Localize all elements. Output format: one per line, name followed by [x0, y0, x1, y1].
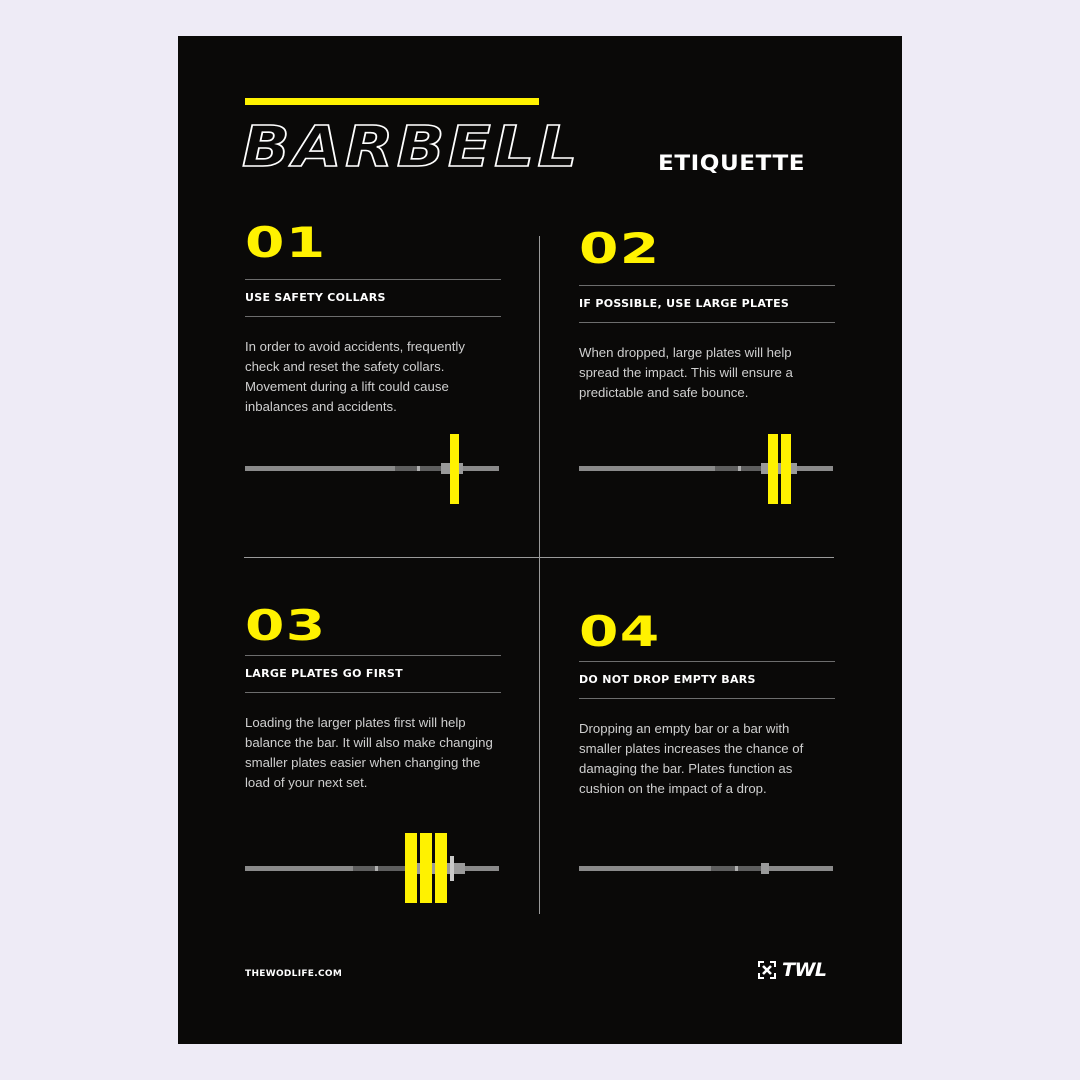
- section-body: Dropping an empty bar or a bar with smaller plates increases the chance of damaging the bar. Plates function as cushion on the impact of a drop.: [579, 721, 804, 796]
- section-01: [245, 218, 501, 417]
- section-04: [579, 607, 835, 799]
- logo-text: TWL: [782, 959, 827, 981]
- footer-url: THEWODLIFE.COM: [245, 969, 343, 979]
- section-rule: [579, 698, 835, 699]
- section-heading: DO NOT DROP EMPTY BARS: [579, 673, 756, 686]
- title-etiquette: ETIQUETTE: [658, 151, 806, 175]
- section-heading: USE SAFETY COLLARS: [245, 291, 386, 304]
- section-rule: [245, 692, 501, 693]
- section-03: [245, 601, 501, 793]
- section-02: [579, 224, 835, 403]
- section-number: 03: [245, 601, 327, 650]
- accent-bar: [245, 98, 539, 105]
- barbell-large-plates-icon: [579, 429, 835, 509]
- section-rule: [245, 316, 501, 317]
- section-heading: LARGE PLATES GO FIRST: [245, 667, 403, 680]
- cross-box-icon: [758, 961, 776, 979]
- empty-barbell-icon: [579, 828, 835, 908]
- section-body: When dropped, large plates will help spread the impact. This will ensure a predictable and safe bounce.: [579, 345, 793, 400]
- title-barbell: BARBELL: [242, 115, 581, 180]
- section-body: Loading the larger plates first will help balance the bar. It will also make changing smaller plates easier when changing the load of your next set.: [245, 715, 493, 790]
- barbell-loaded-plates-icon: [245, 828, 501, 908]
- vertical-divider: [539, 236, 540, 914]
- section-body: In order to avoid accidents, frequently check and reset the safety collars. Movement during a lift could cause inbalances and accidents.: [245, 339, 465, 414]
- section-heading: IF POSSIBLE, USE LARGE PLATES: [579, 297, 790, 310]
- horizontal-divider: [244, 557, 834, 558]
- etiquette-poster: [178, 36, 902, 1044]
- barbell-with-collar-icon: [245, 429, 501, 509]
- section-number: 04: [579, 607, 661, 656]
- section-number: 02: [579, 224, 661, 273]
- section-rule: [579, 322, 835, 323]
- section-number: 01: [245, 218, 327, 267]
- twl-logo: [758, 958, 827, 982]
